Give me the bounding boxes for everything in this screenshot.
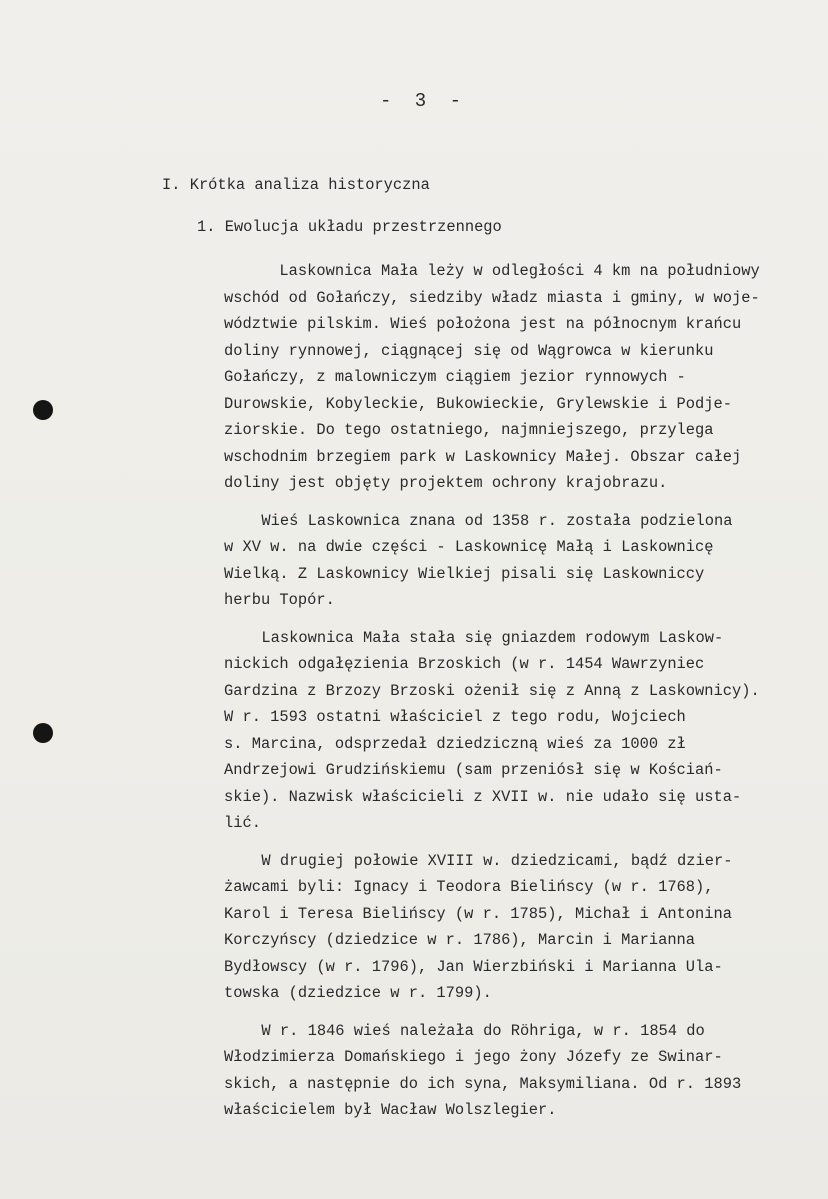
text-line: Włodzimierza Domańskiego i jego żony Józefy ze Swinar-	[224, 1048, 723, 1066]
text-line: doliny jest objęty projektem ochrony krajobrazu.	[224, 474, 668, 492]
text-line: Durowskie, Kobyleckie, Bukowieckie, Grylewskie i Podje-	[224, 394, 732, 413]
text-line: doliny rynnowej, ciągnącej się od Wągrowca w kierunku	[224, 341, 714, 360]
text-line: Laskownica Mała leży w odległości 4 km na południowy	[224, 262, 760, 280]
text-line: herbu Topór.	[224, 591, 335, 609]
text-line: Laskownica Mała stała się gniazdem rodowym Laskow-	[206, 628, 724, 647]
section-title: I. Krótka analiza historyczna	[162, 176, 430, 194]
page-number: - 3 -	[380, 90, 468, 112]
text-line: wództwie pilskim. Wieś położona jest na północnym krańcu	[224, 315, 742, 333]
text-line: W drugiej połowie XVIII w. dziedzicami, bądź dzier-	[206, 851, 733, 870]
subsection-title: 1. Ewolucja układu przestrzennego	[197, 218, 502, 236]
text-line: nickich odgałęzienia Brzoskich (w r. 1454 Wawrzyniec	[224, 655, 705, 673]
paragraph-4	[206, 848, 804, 1007]
text-line: skie). Nazwisk właścicieli z XVII w. nie udało się usta-	[224, 787, 742, 806]
text-line: Gołańczy, z malowniczym ciągiem jezior rynnowych -	[224, 368, 686, 386]
paragraph-3	[206, 625, 804, 837]
text-line: Andrzejowi Grudzińskiemu (sam przeniósł się w Kościań-	[224, 761, 723, 779]
paragraph-2	[206, 508, 804, 614]
text-line: W r. 1846 wieś należała do Röhriga, w r. 1854 do	[206, 1021, 705, 1040]
text-line: wschodnim brzegiem park w Laskownicy Małej. Obszar całej	[224, 447, 742, 466]
text-line: w XV w. na dwie części - Laskownicę Małą i Laskownicę	[224, 538, 714, 556]
text-line: właścicielem był Wacław Wolszlegier.	[224, 1101, 557, 1119]
text-line: lić.	[224, 814, 261, 832]
paragraph-5	[206, 1018, 804, 1124]
punch-hole-bottom	[33, 723, 53, 743]
text-line: wschód od Gołańczy, siedziby władz miasta i gminy, w woje-	[224, 288, 760, 307]
text-line: skich, a następnie do ich syna, Maksymiliana. Od r. 1893	[224, 1074, 742, 1093]
body-text	[206, 258, 804, 1135]
text-line: Karol i Teresa Bielińscy (w r. 1785), Michał i Antonina	[224, 904, 732, 923]
punch-hole-top	[33, 400, 53, 420]
text-line: Gardzina z Brzozy Brzoski ożenił się z Anną z Laskownicy).	[224, 681, 760, 700]
text-line: żawcami byli: Ignacy i Teodora Bielińscy (w r. 1768),	[224, 878, 714, 896]
text-line: ziorskie. Do tego ostatniego, najmniejszego, przylega	[224, 421, 714, 439]
text-line: Korczyńscy (dziedzice w r. 1786), Marcin i Marianna	[224, 931, 696, 949]
text-line: W r. 1593 ostatni właściciel z tego rodu, Wojciech	[224, 708, 686, 726]
paragraph-1	[224, 258, 804, 497]
text-line: Wielką. Z Laskownicy Wielkiej pisali się Laskowniccy	[224, 564, 705, 583]
text-line: Bydłowscy (w r. 1796), Jan Wierzbiński i Marianna Ula-	[224, 957, 723, 976]
text-line: towska (dziedzice w r. 1799).	[224, 984, 492, 1002]
text-line: s. Marcina, odsprzedał dziedziczną wieś za 1000 zł	[224, 734, 686, 753]
text-line: Wieś Laskownica znana od 1358 r. została podzielona	[206, 511, 733, 530]
